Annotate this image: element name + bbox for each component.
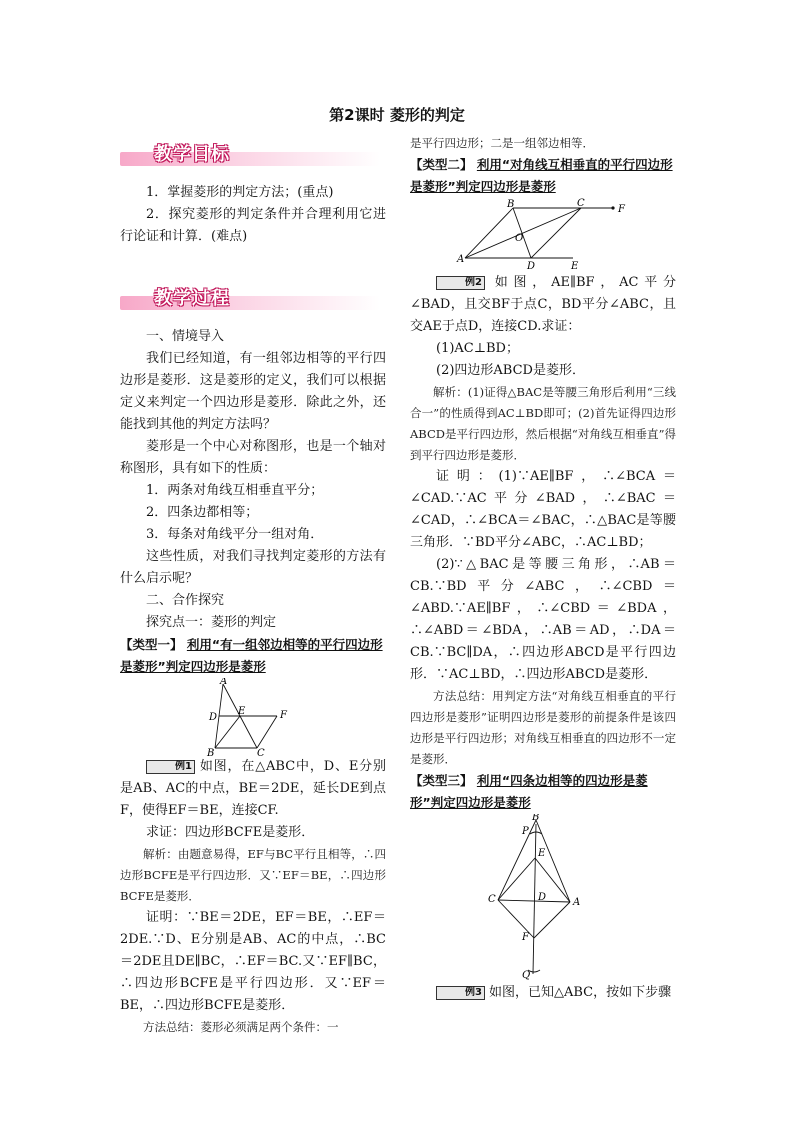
example-2-proof-2: (2)∵△BAC是等腰三角形，∴AB＝CB.∵BD平分∠ABC，∴∠CBD＝∠ABD.∵AE∥BF，∴∠CBD＝∠BDA，∴∠ABD＝∠BDA，∴AB＝AD，∴DA＝CB.∵BC∥DA，∴四边形ABCD是平行四边形．∵AC⊥BD，∴四边形ABCD是菱形．: [410, 557, 676, 682]
fig1-label-d: D: [209, 712, 218, 723]
page-title: 第2课时 菱形的判定: [329, 106, 465, 124]
type-2-prefix: 【类型二】: [410, 157, 473, 172]
fig3-line-FA: [534, 902, 570, 938]
fig1-line-FC: [257, 716, 277, 748]
fig2-label-d: D: [527, 261, 536, 272]
example-1-body: 如图，在△ABC中，D、E分别是AB、AC的中点，BE＝2DE，延长DE到点F，使得EF＝BE，连接CF.: [120, 759, 386, 818]
fig3-label-p: P: [522, 826, 529, 837]
goals-banner-text: 教学目标: [154, 144, 230, 165]
example-2-body: 如图，AE∥BF，AC平分∠BAD，且交BF于点C，BD平分∠ABC，且交AE于点D，连接CD.求证：: [410, 275, 676, 334]
fig1-label-f: F: [280, 710, 287, 721]
fig2-line-AB: [465, 208, 513, 258]
property-3: 3．每条对角线平分一组对角．: [146, 527, 324, 542]
fig3-line-BC: [498, 820, 536, 900]
process-banner: [120, 288, 386, 318]
property-2: 2．四条边都相等；: [146, 505, 259, 520]
example-2-question-1: (1)AC⊥BD；: [436, 341, 519, 356]
example-2-proof-1: 证明：(1)∵AE∥BF，∴∠BCA＝∠CAD.∵AC平分∠BAD，∴∠BAC＝∠CAD，∴∠BCA＝∠BAC，∴△BAC是等腰三角形．∵BD平分∠ABC，∴AC⊥BD；: [410, 469, 676, 550]
example-2-question-2: (2)四边形ABCD是菱形．: [436, 363, 585, 378]
fig3-line-BA: [536, 820, 570, 902]
summary-continuation: 是平行四边形；二是一组邻边相等．: [410, 136, 594, 150]
type-2-heading: [410, 154, 676, 198]
property-1: 1．两条对角线互相垂直平分；: [146, 483, 324, 498]
example-1-text: [120, 756, 386, 822]
fig3-line-CE: [498, 858, 535, 900]
fig2-label-c: C: [577, 198, 585, 209]
type-3-prefix: 【类型三】: [410, 773, 473, 788]
goal-1: 1．掌握菱形的判定方法；(重点): [146, 185, 334, 200]
fig3-label-c: C: [488, 894, 496, 905]
process-banner-text: 教学过程: [154, 288, 230, 309]
fig2-line-CD: [531, 208, 581, 258]
fig3-line-PQ: [533, 824, 536, 974]
fig3-label-a: A: [573, 897, 581, 908]
example-3-text: [410, 982, 676, 1004]
goals-banner: [120, 144, 386, 174]
example-2-analysis: 解析：(1)证得△BAC是等腰三角形后利用“三线合一”的性质得到AC⊥BD即可；(2)首先证得四边形ABCD是平行四边形，然后根据“对角线互相垂直”得到平行四边形是菱形．: [410, 385, 676, 462]
type-2-title: 利用“对角线互相垂直的平行四边形是菱形”判定四边形是菱形: [410, 157, 673, 194]
type-1-title: 利用“有一组邻边相等的平行四边形是菱形”判定四边形是菱形: [120, 637, 383, 674]
type-1-prefix: 【类型一】: [120, 637, 183, 652]
example-1-label: 例1: [146, 760, 195, 774]
fig1-label-e: E: [238, 706, 246, 717]
fig2-label-b: B: [507, 199, 515, 210]
intro-paragraph-2: 菱形是一个中心对称图形，也是一个轴对称图形，具有如下的性质：: [120, 439, 386, 476]
example-1-analysis: 解析：由题意易得，EF与BC平行且相等，∴四边形BCFE是平行四边形．又∵EF＝BE，∴四边形BCFE是菱形．: [120, 847, 386, 903]
example-3-body: 如图，已知△ABC，按如下步骤: [488, 985, 672, 1000]
fig1-label-c: C: [257, 748, 265, 756]
section-intro-heading: 一、情境导入: [146, 329, 225, 344]
example-2-text: [410, 272, 676, 338]
left-column: [120, 142, 386, 1038]
intro-paragraph-1: 我们已经知道，有一组邻边相等的平行四边形是菱形．这是菱形的定义，我们可以根据定义来判定一个四边形是菱形．除此之外，还能找到其他的判定方法吗？: [120, 351, 386, 432]
fig3-label-d: D: [538, 892, 547, 903]
explore-point-1: 探究点一：菱形的判定: [146, 615, 277, 630]
section-explore-heading: 二、合作探究: [146, 593, 225, 608]
intro-paragraph-3: 这些性质，对我们寻找判定菱形的方法有什么启示呢？: [120, 549, 386, 586]
figure-2-rhombus: [453, 198, 633, 272]
fig3-label-f: F: [522, 932, 529, 943]
example-1-proof: 证明：∵BE＝2DE，EF＝BE，∴EF＝2DE.∵D、E分别是AB、AC的中点，∴BC＝2DE且DE∥BC，∴EF＝BC.又∵EF∥BC，∴四边形BCFE是平行四边形．又∵EF＝BE，∴四边形BCFE是菱形．: [120, 910, 386, 1013]
example-1-prove: 求证：四边形BCFE是菱形．: [146, 825, 315, 840]
fig2-point-f: [611, 206, 614, 209]
fig3-label-q: Q: [522, 970, 531, 981]
figure-3-construction: [478, 814, 608, 982]
example-2-label: 例2: [436, 276, 485, 290]
fig2-label-o: O: [515, 233, 524, 244]
type-1-heading: [120, 634, 386, 678]
type-3-title: 利用“四条边相等的四边形是菱形”判定四边形是菱形: [410, 773, 648, 810]
fig3-label-e: E: [538, 848, 546, 859]
fig1-label-a: A: [220, 678, 228, 687]
fig2-label-f: F: [618, 204, 625, 215]
fig2-label-e: E: [571, 261, 579, 272]
fig2-label-a: A: [457, 254, 465, 265]
example-2-summary: 方法总结：用判定方法“对角线互相垂直的平行四边形是菱形”证明四边形是菱形的前提条件是该四边形是平行四边形；对角线互相垂直的四边形不一定是菱形．: [410, 689, 676, 766]
type-3-heading: [410, 770, 676, 814]
goal-2: 2．探究菱形的判定条件并合理利用它进行论证和计算．(难点): [120, 207, 386, 244]
fig3-label-b: B: [532, 814, 540, 823]
figure-1-triangle: [193, 678, 313, 756]
example-3-label: 例3: [436, 986, 485, 1000]
fig1-label-b: B: [207, 748, 215, 756]
example-1-summary: 方法总结：菱形必须满足两个条件：一: [143, 1020, 339, 1034]
right-column: [410, 133, 676, 1004]
